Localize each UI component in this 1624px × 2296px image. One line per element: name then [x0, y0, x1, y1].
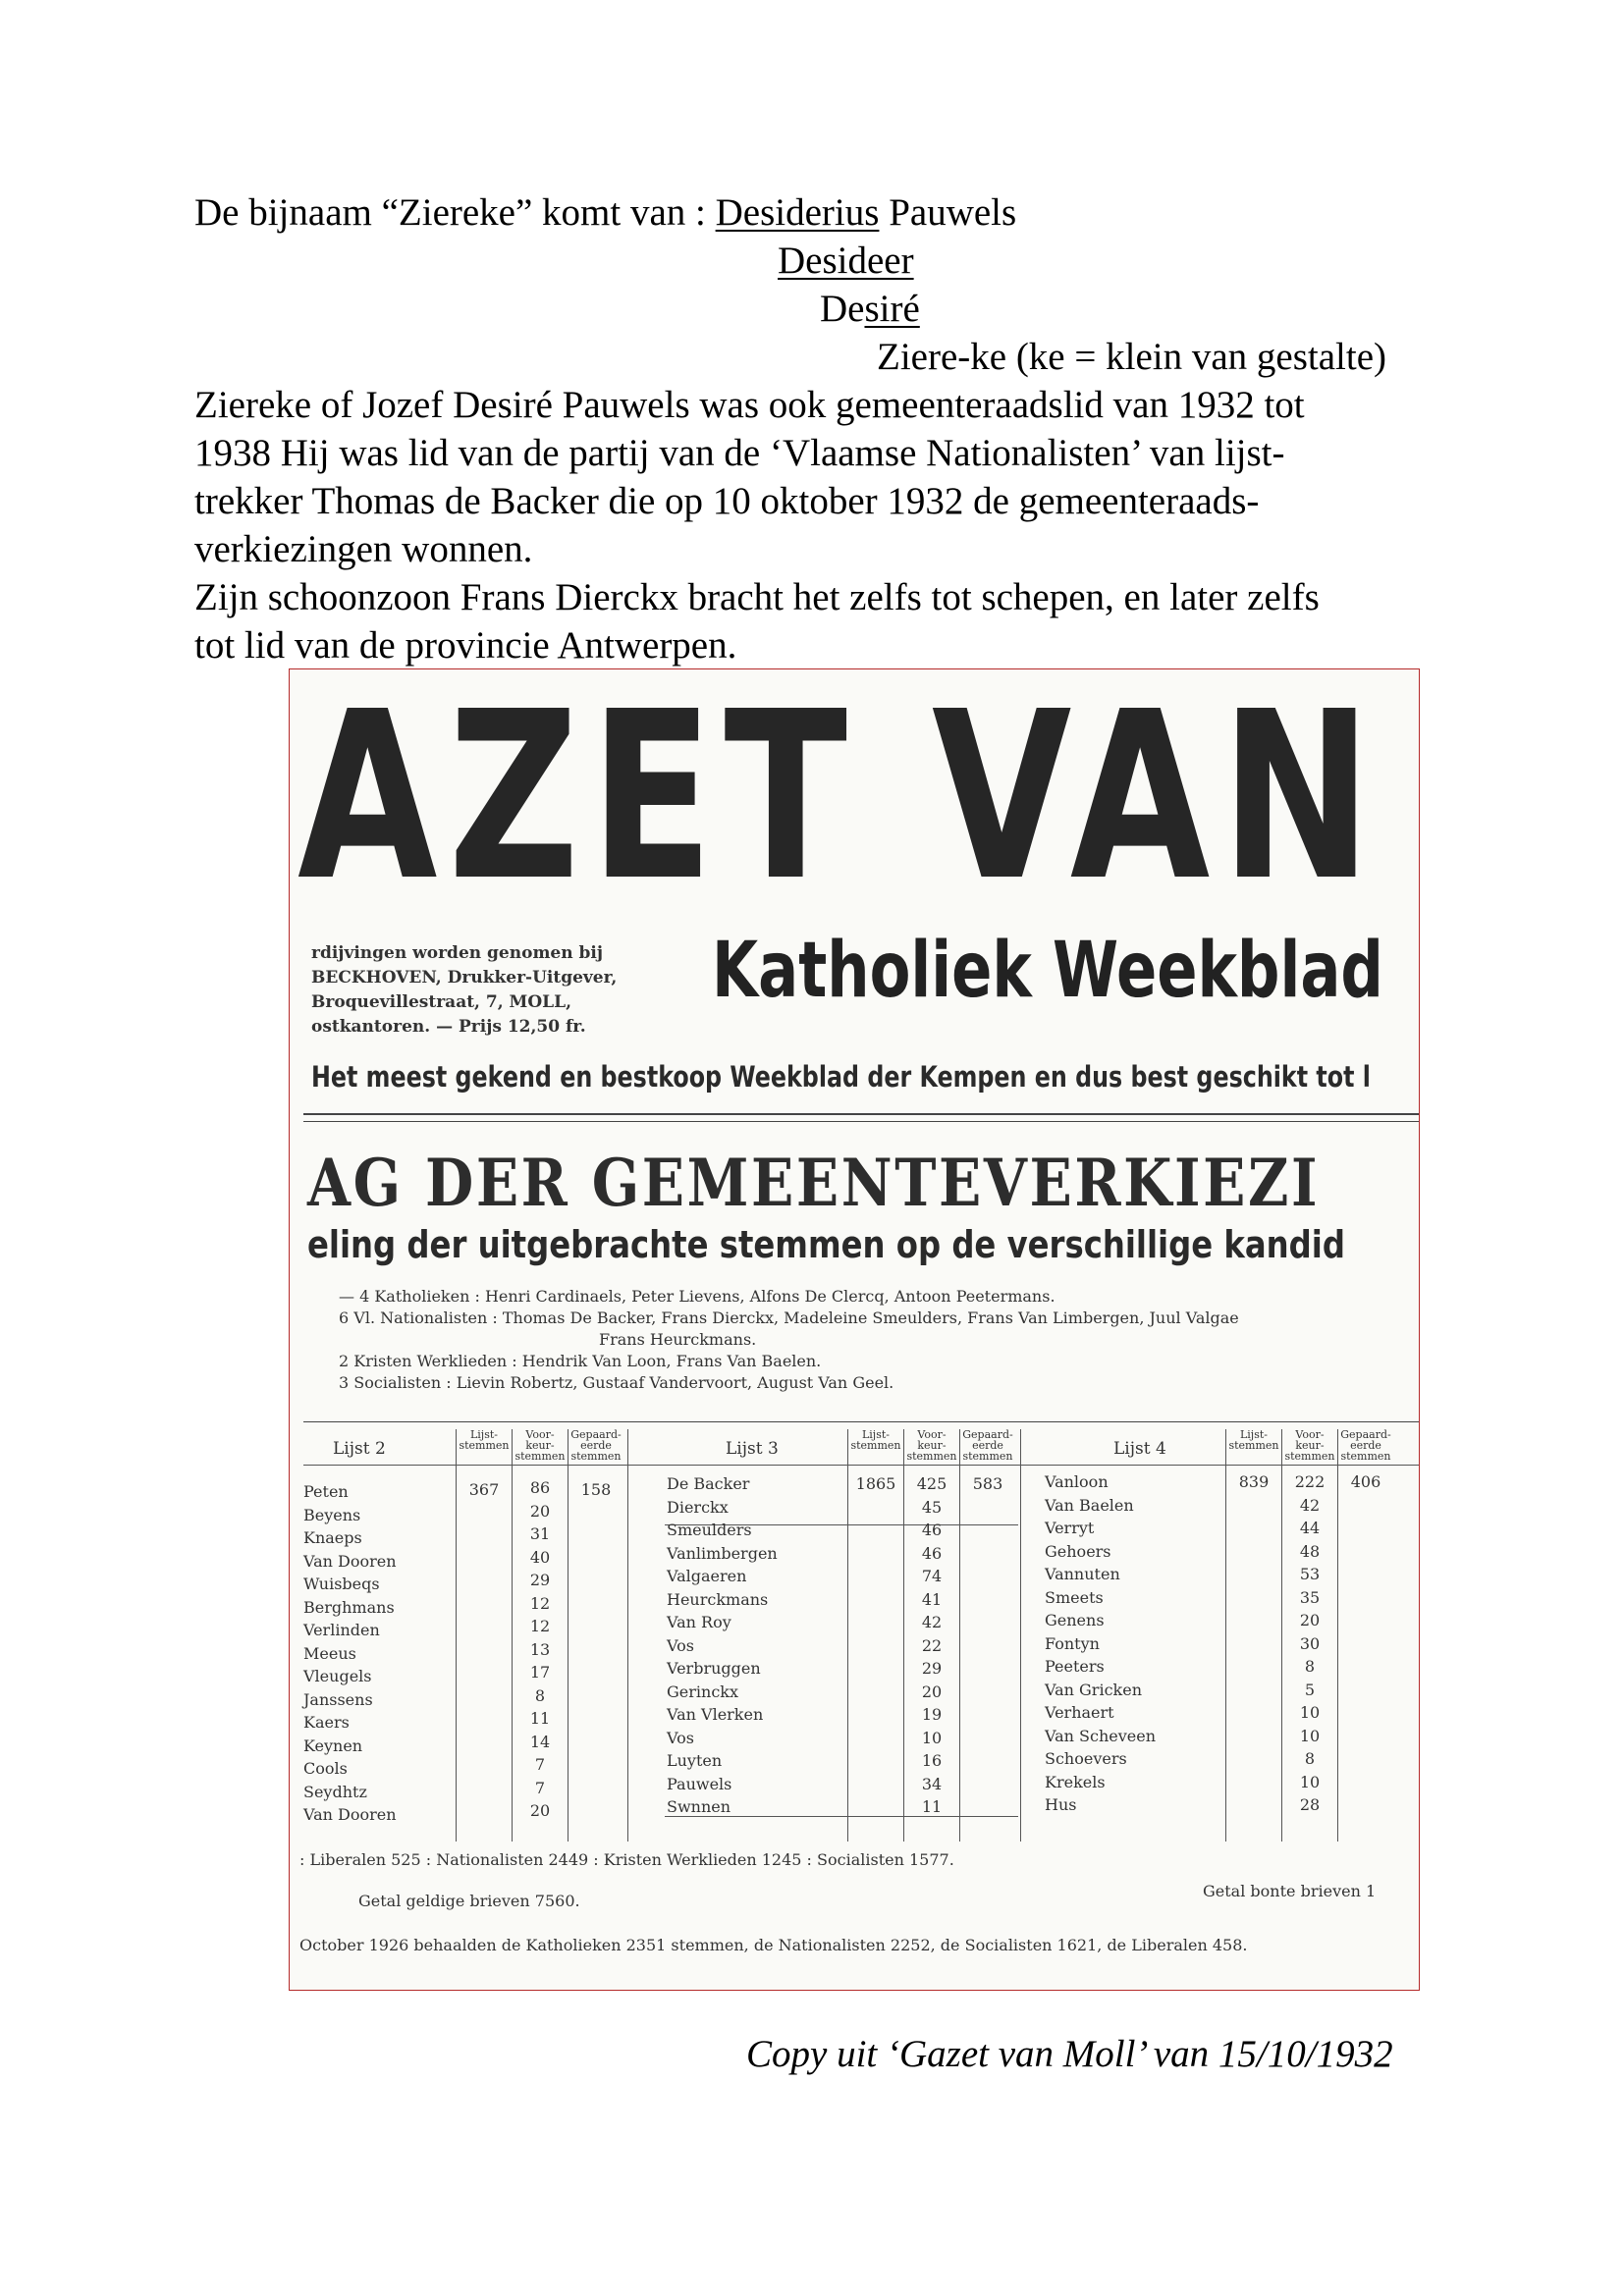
candidate-name: Verryt [1045, 1519, 1095, 1537]
publisher-info-line: BECKHOVEN, Drukker-Uitgever, [311, 968, 618, 988]
candidate-votes: 30 [1299, 1633, 1321, 1653]
candidate-name: Van Gricken [1045, 1680, 1142, 1699]
candidate-name: Heurckmans [667, 1589, 769, 1609]
results-1926: October 1926 behaalden de Katholieken 2351 stemmen, de Nationalisten 2252, de Socialisten 1621, de Liberalen 458. [299, 1936, 1248, 1954]
publisher-info-line: rdijvingen worden genomen bij [311, 943, 604, 963]
candidate-name: Schoevers [1045, 1749, 1127, 1768]
candidate-name: Luyten [667, 1751, 723, 1770]
candidate-name: Verlinden [303, 1621, 380, 1639]
candidate-votes: 10 [1299, 1703, 1321, 1722]
candidate-name: Cools [303, 1759, 348, 1778]
party-line: 6 Vl. Nationalisten : Thomas De Backer, Frans Dierckx, Madeleine Smeulders, Frans Van Limbergen, Juul Valgae [339, 1308, 1239, 1327]
intro-line-1-c: Pauwels [879, 191, 1017, 234]
lijst-3-paired: 583 [972, 1474, 1003, 1493]
candidate-votes: 31 [529, 1524, 551, 1543]
intro-desiderius: Desiderius [715, 191, 880, 234]
lijst-3-names [667, 1472, 778, 1819]
divider [303, 1121, 1419, 1122]
candidate-name: Smeulders [667, 1521, 752, 1539]
candidate-votes: 45 [921, 1497, 943, 1517]
candidate-votes: 42 [1299, 1495, 1321, 1515]
candidate-name: De Backer [667, 1474, 750, 1493]
masthead: AZET VAN [298, 668, 1383, 932]
lijst-4-title: Lijst 4 [1113, 1439, 1166, 1459]
candidate-votes: 16 [921, 1751, 943, 1770]
candidate-votes: 35 [1299, 1587, 1321, 1607]
candidate-votes: 20 [529, 1501, 551, 1521]
candidate-votes: 7 [534, 1755, 546, 1774]
candidate-votes: 29 [921, 1659, 943, 1678]
candidate-name: Van Dooren [303, 1805, 397, 1824]
candidate-name: Vanlimbergen [667, 1543, 778, 1563]
candidate-votes: 222 [1294, 1472, 1326, 1491]
candidate-name: Janssens [303, 1689, 373, 1709]
intro-line-1 [194, 188, 1461, 237]
candidate-votes: 29 [529, 1571, 551, 1589]
candidate-votes: 42 [921, 1613, 943, 1631]
candidate-name: Knaeps [303, 1528, 362, 1547]
candidate-name: Gehoers [1045, 1541, 1111, 1561]
article-headline: AG DER GEMEENTEVERKIEZI [307, 1145, 1321, 1221]
column-header: Voor-keur-stemmen [1284, 1428, 1335, 1463]
candidate-votes: 10 [1299, 1772, 1321, 1791]
candidate-name: Valgaeren [667, 1567, 747, 1585]
intro-ziereke: Ziere-ke (ke = klein van gestalte) [877, 336, 1386, 378]
column-header: Voor-keur-stemmen [514, 1428, 566, 1463]
candidate-votes: 425 [916, 1474, 947, 1493]
lijst-2-names [303, 1480, 397, 1827]
publisher-info-line: ostkantoren. — Prijs 12,50 fr. [311, 1017, 586, 1037]
intro-de: De [820, 288, 865, 330]
candidate-votes: 28 [1299, 1795, 1321, 1814]
lijst-2-title: Lijst 2 [333, 1439, 386, 1459]
lijst-4-list-votes: 839 [1238, 1472, 1270, 1491]
intro-p1-line: Ziereke of Jozef Desiré Pauwels was ook gemeenteraadslid van 1932 tot [194, 384, 1305, 426]
newspaper-subtitle: Katholiek Weekblad [712, 927, 1383, 1015]
publisher-info-line: Broquevillestraat, 7, MOLL, [311, 992, 572, 1012]
column-header: Lijst-stemmen [459, 1428, 510, 1452]
candidate-name: Vos [667, 1635, 694, 1655]
candidate-votes: 12 [529, 1593, 551, 1613]
table-rule [1020, 1429, 1021, 1842]
column-header: Gepaard-eerde stemmen [570, 1428, 622, 1463]
candidate-votes: 20 [529, 1801, 551, 1820]
intro-p1-line: trekker Thomas de Backer die op 10 oktober 1932 de gemeenteraads- [194, 480, 1260, 522]
candidate-votes: 53 [1299, 1565, 1321, 1583]
candidate-votes: 11 [921, 1797, 943, 1816]
candidate-name: Pauwels [667, 1774, 732, 1793]
lijst-3-list-votes: 1865 [855, 1474, 896, 1493]
candidate-name: Vannuten [1045, 1565, 1120, 1583]
candidate-votes: 74 [921, 1567, 943, 1585]
table-rule [627, 1429, 628, 1842]
candidate-votes: 8 [534, 1685, 546, 1705]
candidate-votes: 20 [1299, 1611, 1321, 1629]
party-line: Frans Heurckmans. [599, 1330, 757, 1349]
candidate-votes: 40 [529, 1547, 551, 1567]
lijst-4-names [1045, 1470, 1156, 1817]
intro-desideer: Desideer [778, 240, 914, 282]
party-line: 2 Kristen Werklieden : Hendrik Van Loon, Frans Van Baelen. [339, 1352, 822, 1370]
candidate-name: Peten [303, 1482, 349, 1501]
column-header: Voor-keur-stemmen [906, 1428, 957, 1463]
candidate-votes: 5 [1304, 1680, 1316, 1699]
candidate-votes: 12 [529, 1617, 551, 1635]
intro-line-4 [194, 333, 1461, 381]
intro-line-2 [194, 237, 1461, 285]
candidate-votes: 11 [529, 1709, 551, 1728]
party-list [339, 1286, 1239, 1394]
intro-p1-line: 1938 Hij was lid van de partij van de ‘Vlaamse Nationalisten’ van lijst- [194, 432, 1285, 474]
candidate-name: Krekels [1045, 1772, 1106, 1791]
candidate-name: Smeets [1045, 1587, 1104, 1607]
valid-ballots: Getal geldige brieven 7560. [358, 1892, 580, 1910]
column-header: Gepaard-eerde stemmen [1340, 1428, 1391, 1463]
candidate-votes: 86 [529, 1478, 551, 1497]
intro-sire: siré [864, 288, 920, 330]
candidate-name: Seydhtz [303, 1782, 367, 1801]
candidate-name: Van Baelen [1045, 1495, 1134, 1515]
candidate-name: Kaers [303, 1713, 350, 1732]
candidate-name: Swnnen [667, 1797, 731, 1816]
newspaper-tagline: Het meest gekend en bestkoop Weekblad der Kempen en dus best geschikt tot l [311, 1060, 1371, 1094]
column-header: Lijst-stemmen [1228, 1428, 1279, 1452]
candidate-name: Verhaert [1045, 1703, 1114, 1722]
candidate-name: Keynen [303, 1735, 363, 1755]
candidate-name: Van Scheveen [1045, 1726, 1156, 1745]
intro-text [194, 188, 1461, 669]
candidate-votes: 10 [1299, 1726, 1321, 1745]
candidate-name: Hus [1045, 1795, 1077, 1814]
party-totals: : Liberalen 525 : Nationalisten 2449 : Kristen Werklieden 1245 : Socialisten 1577. [299, 1850, 954, 1869]
lijst-2-list-votes: 367 [468, 1480, 500, 1499]
candidate-votes: 14 [529, 1732, 551, 1751]
candidate-name: Wuisbeqs [303, 1575, 380, 1593]
lijst-4-paired: 406 [1350, 1472, 1381, 1491]
column-header: Lijst-stemmen [850, 1428, 901, 1452]
candidate-name: Gerinckx [667, 1682, 738, 1701]
intro-line-1-a: De bijnaam “Ziereke” komt van : [194, 191, 716, 234]
lijst-2-paired: 158 [580, 1480, 612, 1499]
candidate-votes: 34 [921, 1774, 943, 1793]
candidate-name: Fontyn [1045, 1633, 1100, 1653]
intro-line-3 [194, 285, 1461, 333]
candidate-votes: 46 [921, 1543, 943, 1563]
table-rule [627, 1465, 1020, 1466]
publisher-info [311, 941, 617, 1040]
candidate-votes: 17 [529, 1663, 551, 1682]
candidate-votes: 19 [921, 1705, 943, 1724]
intro-p2-line: tot lid van de provincie Antwerpen. [194, 624, 737, 667]
lijst-3-votes [904, 1472, 959, 1819]
candidate-votes: 13 [529, 1639, 551, 1659]
party-line: — 4 Katholieken : Henri Cardinaels, Peter Lievens, Alfons De Clercq, Antoon Peetermans. [339, 1287, 1056, 1306]
newspaper-clipping [289, 668, 1420, 1991]
candidate-name: Meeus [303, 1643, 356, 1663]
candidate-votes: 7 [534, 1778, 546, 1797]
lijst-3-title: Lijst 3 [726, 1439, 779, 1459]
candidate-votes: 20 [921, 1682, 943, 1701]
candidate-name: Van Roy [667, 1613, 731, 1631]
candidate-name: Peeters [1045, 1657, 1105, 1676]
candidate-name: Verbruggen [667, 1659, 761, 1678]
candidate-name: Beyens [303, 1505, 361, 1524]
candidate-votes: 48 [1299, 1541, 1321, 1561]
candidate-votes: 8 [1304, 1749, 1316, 1768]
divider [303, 1113, 1419, 1115]
table-rule [303, 1465, 627, 1466]
lijst-2-votes [513, 1476, 568, 1823]
candidate-votes: 8 [1304, 1657, 1316, 1676]
candidate-name: Genens [1045, 1611, 1105, 1629]
results-table [303, 1429, 1419, 1846]
party-line: 3 Socialisten : Lievin Robertz, Gustaaf Vandervoort, August Van Geel. [339, 1373, 894, 1392]
column-header: Gepaard-eerde stemmen [962, 1428, 1013, 1463]
image-caption: Copy uit ‘Gazet van Moll’ van 15/10/1932 [746, 2033, 1393, 2075]
candidate-votes: 41 [921, 1589, 943, 1609]
candidate-votes: 44 [1299, 1519, 1321, 1537]
candidate-votes: 10 [921, 1728, 943, 1747]
candidate-name: Berghmans [303, 1597, 395, 1617]
intro-p1-line: verkiezingen wonnen. [194, 528, 533, 570]
candidate-name: Vos [667, 1728, 694, 1747]
blank-ballots: Getal bonte brieven 1 [1203, 1882, 1377, 1900]
intro-p2-line: Zijn schoonzoon Frans Dierckx bracht het zelfs tot schepen, en later zelfs [194, 576, 1320, 618]
candidate-name: Van Vlerken [667, 1705, 764, 1724]
candidate-votes: 22 [921, 1635, 943, 1655]
candidate-votes: 46 [921, 1521, 943, 1539]
lijst-4-votes [1282, 1470, 1337, 1817]
candidate-name: Vanloon [1045, 1472, 1109, 1491]
candidate-name: Vleugels [303, 1667, 372, 1685]
candidate-name: Van Dooren [303, 1551, 397, 1571]
divider [303, 1421, 1419, 1422]
table-rule [1020, 1465, 1420, 1466]
candidate-name: Dierckx [667, 1497, 729, 1517]
article-subheadline: eling der uitgebrachte stemmen op de verschillige kandid [307, 1223, 1346, 1266]
